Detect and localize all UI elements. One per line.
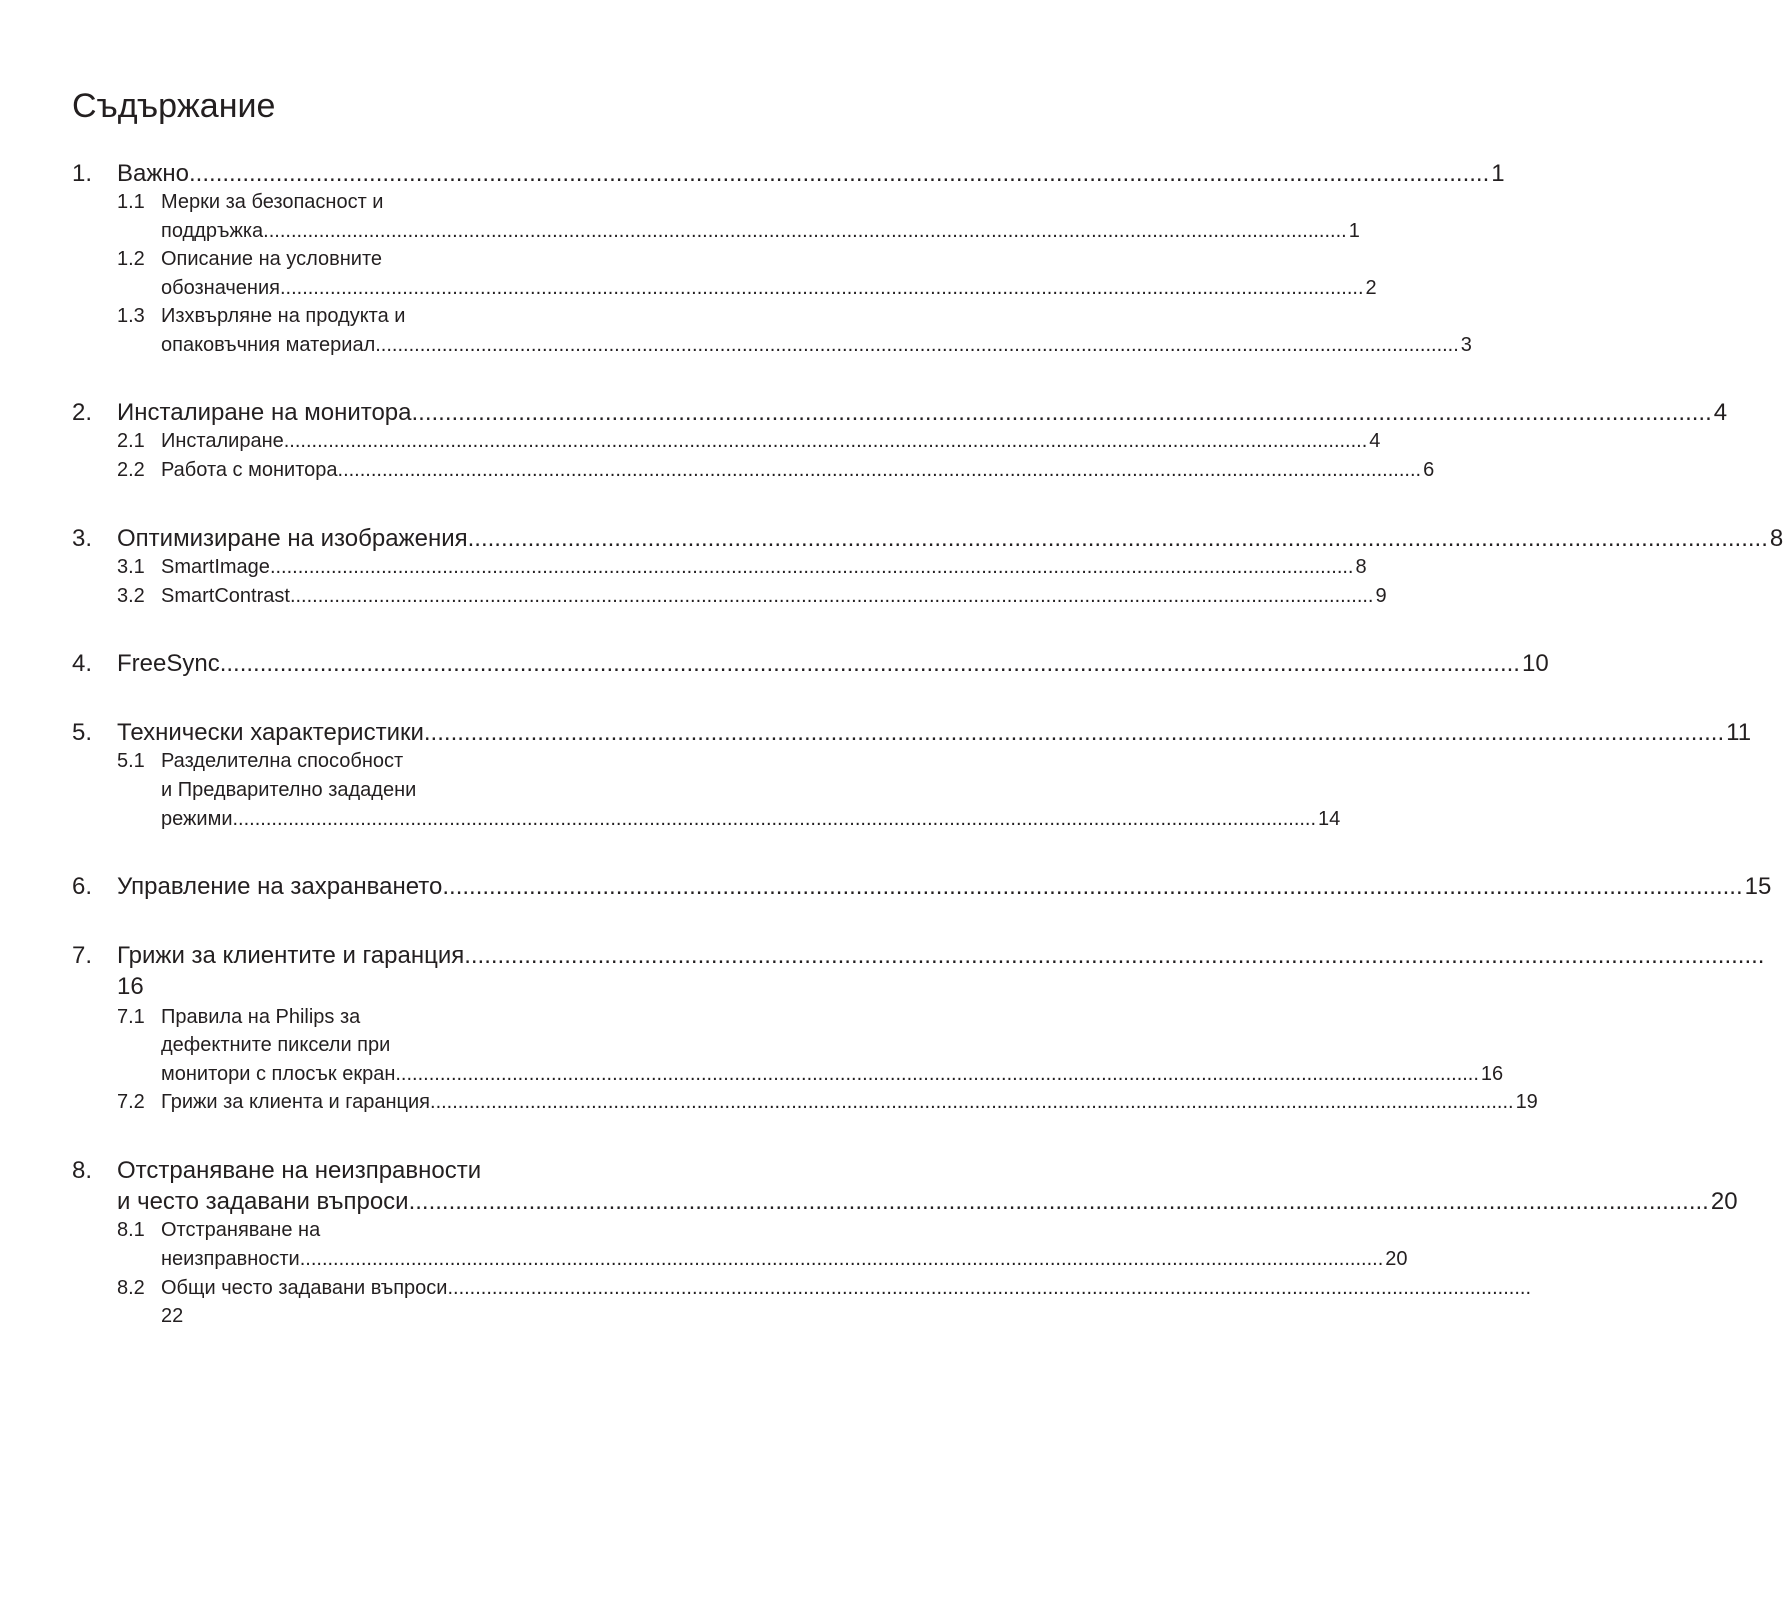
toc-text: Отстраняване на неизправности	[117, 1157, 482, 1184]
toc-number: 1.2	[117, 248, 145, 270]
toc-leader	[220, 648, 1520, 680]
toc-text: Оптимизиране на изображения	[117, 525, 468, 552]
toc-entry-3-2[interactable]	[117, 582, 1387, 611]
toc-number: 2.2	[117, 459, 145, 481]
toc-text: Управление на захранването	[117, 873, 443, 900]
toc-text: SmartImage	[161, 556, 270, 578]
toc-leader	[290, 582, 1374, 611]
toc-leader	[280, 274, 1364, 303]
toc-leader	[464, 940, 1764, 972]
toc-page-number: 1	[1348, 220, 1360, 242]
toc-entry-2-2[interactable]	[117, 456, 1435, 485]
toc-entry-2-1[interactable]	[117, 427, 1381, 456]
toc-entry-4[interactable]	[72, 648, 1549, 680]
toc-text: монитори с плосък екран	[161, 1063, 396, 1085]
toc-number: 7.1	[117, 1006, 145, 1028]
toc-page-number: 9	[1375, 585, 1387, 607]
toc-leader	[263, 217, 1347, 246]
toc-text: Отстраняване на	[161, 1219, 321, 1241]
toc-text: и Предварително зададени	[161, 779, 417, 801]
toc-entry-1-2-cont[interactable]	[161, 274, 1377, 303]
toc-text: Грижи за клиента и гаранция	[161, 1091, 431, 1113]
toc-page-number: 19	[1515, 1091, 1538, 1113]
toc-text: Инсталиране	[161, 430, 284, 452]
toc-number: 2.	[72, 399, 93, 426]
toc-page-number: 15	[1744, 873, 1772, 900]
toc-text: Грижи за клиентите и гаранция	[117, 942, 465, 969]
toc-entry-5-1-cont[interactable]	[161, 776, 520, 805]
toc-text: Важно	[117, 160, 190, 187]
toc-entry-8-2[interactable]	[117, 1274, 520, 1303]
toc-text: Работа с монитора	[161, 459, 338, 481]
toc-number: 3.2	[117, 585, 145, 607]
toc-page-number: 20	[1385, 1248, 1408, 1270]
toc-entry-1-3-cont[interactable]	[161, 331, 1472, 360]
toc-text: и често задавани въпроси	[117, 1188, 409, 1215]
toc-number: 1.3	[117, 305, 145, 327]
toc-entry-8[interactable]	[72, 1155, 520, 1187]
toc-leader	[412, 397, 1712, 429]
toc-entry-8-1-cont[interactable]	[161, 1245, 1408, 1274]
toc-leader	[233, 805, 1317, 834]
toc-leader	[189, 158, 1489, 190]
toc-leader	[338, 456, 1422, 485]
toc-entry-2[interactable]	[72, 397, 1728, 429]
toc-number: 5.	[72, 719, 93, 746]
toc-text: FreeSync	[117, 650, 220, 677]
toc-entry-1-1-cont[interactable]	[161, 217, 1360, 246]
toc-entry-7-1-cont[interactable]	[161, 1060, 1504, 1089]
toc-leader	[424, 717, 1724, 749]
toc-page-number: 6	[1423, 459, 1435, 481]
toc-leader	[395, 1060, 1479, 1089]
page-title: Съдържание	[72, 87, 276, 125]
toc-page-number: 1	[1491, 160, 1505, 187]
toc-entry-7-1-cont[interactable]	[161, 1031, 520, 1060]
toc-number: 8.	[72, 1157, 93, 1184]
toc-number: 6.	[72, 873, 93, 900]
toc-leader	[468, 523, 1768, 555]
toc-number: 1.1	[117, 191, 145, 213]
toc-leader	[375, 331, 1459, 360]
toc-number: 1.	[72, 160, 93, 187]
toc-text: дефектните пиксели при	[161, 1034, 391, 1056]
toc-page-number: 20	[1710, 1188, 1738, 1215]
toc-number: 2.1	[117, 430, 145, 452]
toc-text: Описание на условните	[161, 248, 382, 270]
toc-page-number: 4	[1713, 399, 1728, 426]
toc-text: Изхвърляне на продукта и	[161, 305, 406, 327]
toc-entry-1[interactable]	[72, 158, 1505, 190]
toc-text: Разделителна способност	[161, 750, 404, 772]
toc-text: Технически характеристики	[117, 719, 424, 746]
toc-entry-1-1[interactable]	[117, 188, 520, 217]
toc-number: 3.1	[117, 556, 145, 578]
toc-leader	[300, 1245, 1384, 1274]
toc-entry-6[interactable]	[72, 871, 1772, 903]
toc-leader	[430, 1088, 1514, 1117]
toc-entry-7[interactable]	[72, 940, 520, 972]
toc-entry-7-1[interactable]	[117, 1003, 520, 1032]
toc-number: 7.2	[117, 1091, 145, 1113]
toc-number: 4.	[72, 650, 93, 677]
toc-leader	[409, 1186, 1709, 1218]
toc-page-number: 22	[161, 1305, 184, 1327]
toc-entry-5[interactable]	[72, 717, 1752, 749]
toc-text: SmartContrast	[161, 585, 290, 607]
toc-page-number: 11	[1726, 719, 1752, 746]
toc-page-number: 16	[1480, 1063, 1504, 1085]
toc-number: 8.2	[117, 1277, 145, 1299]
toc-page-number: 2	[1365, 277, 1377, 299]
toc-text: Правила на Philips за	[161, 1006, 361, 1028]
toc-number: 7.	[72, 942, 93, 969]
toc-entry-1-2[interactable]	[117, 245, 520, 274]
toc-entry-7-2[interactable]	[117, 1088, 1538, 1117]
toc-text: поддръжка	[161, 220, 264, 242]
toc-entry-8-1[interactable]	[117, 1216, 520, 1245]
toc-page-number: 16	[117, 973, 144, 1000]
toc-leader	[442, 871, 1742, 903]
toc-entry-3-1[interactable]	[117, 553, 1367, 582]
toc-text: Инсталиране на монитора	[117, 399, 412, 426]
toc-number: 5.1	[117, 750, 145, 772]
toc-entry-5-1-cont[interactable]	[161, 805, 1341, 834]
toc-leader	[284, 427, 1368, 456]
toc-number: 3.	[72, 525, 93, 552]
toc-text: Общи често задавани въпроси	[161, 1277, 448, 1299]
toc-entry-1-3[interactable]	[117, 302, 520, 331]
toc-page-number: 10	[1521, 650, 1549, 677]
toc-page-number: 14	[1318, 808, 1341, 830]
toc-entry-8-cont[interactable]	[117, 1186, 1738, 1218]
toc-page-number: 3	[1460, 334, 1472, 356]
toc-entry-5-1[interactable]	[117, 747, 520, 776]
toc-text: неизправности	[161, 1248, 300, 1270]
toc-page-number: 8	[1355, 556, 1367, 578]
toc-text: обозначения	[161, 277, 280, 299]
toc-text: режими	[161, 808, 233, 830]
toc-entry-7-cont[interactable]	[117, 971, 520, 1003]
toc-leader	[270, 553, 1354, 582]
toc-leader	[447, 1274, 1531, 1303]
toc-text: опаковъчния материал	[161, 334, 376, 356]
toc-entry-8-2-cont[interactable]	[161, 1302, 520, 1331]
toc-text: Мерки за безопасност и	[161, 191, 384, 213]
toc-page-number: 4	[1369, 430, 1381, 452]
toc-entry-3[interactable]	[72, 523, 1783, 555]
toc-page-number: 8	[1769, 525, 1783, 552]
toc-number: 8.1	[117, 1219, 145, 1241]
